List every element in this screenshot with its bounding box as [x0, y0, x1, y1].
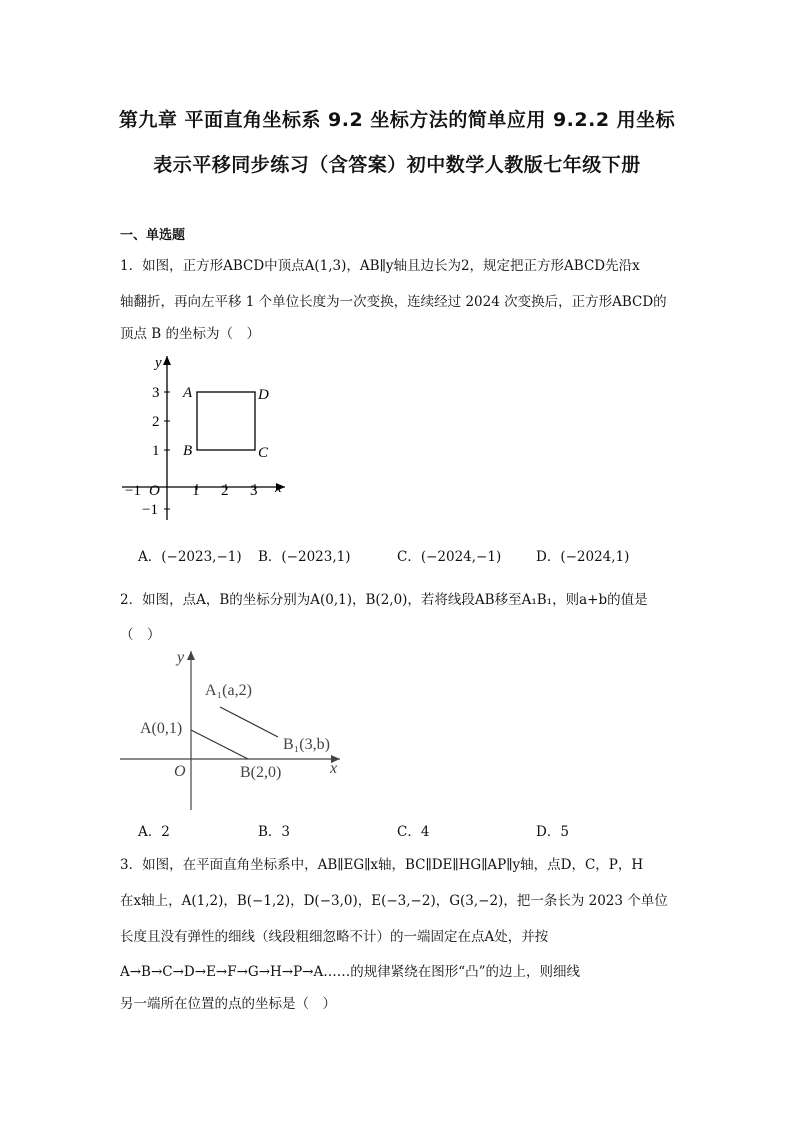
q2-option-c[interactable]: C．4	[397, 824, 430, 840]
q3-text-line2: 在x轴上，A(1,2)，B(−1,2)，D(−3,0)，E(−3,−2)，G(3,−2)，把一条长为 2023 个单位	[120, 893, 668, 909]
q1-text-line3: 顶点 B 的坐标为（ ）	[120, 326, 261, 342]
x-tick-label: 3	[250, 483, 258, 499]
document-title-line2: 表示平移同步练习（含答案）初中数学人教版七年级下册	[153, 154, 641, 176]
point-label-b: B	[183, 443, 193, 459]
q2-option-a[interactable]: A．2	[138, 824, 170, 840]
x-tick-label: −1	[125, 483, 141, 499]
point-label-a1: A₁(a,2)	[205, 682, 252, 699]
q3-text-line1: 3．如图，在平面直角坐标系中，AB∥EG∥x轴，BC∥DE∥HG∥AP∥y轴，点D，C，P，H	[120, 857, 644, 873]
q3-text-line5: 另一端所在位置的点的坐标是（ ）	[120, 996, 336, 1012]
origin-label: O	[174, 763, 186, 780]
q1-option-b[interactable]: B．(−2023,1)	[258, 549, 351, 565]
q2-option-d[interactable]: D．5	[536, 824, 569, 840]
x-tick-label: 2	[221, 483, 229, 499]
point-label-d: D	[258, 387, 269, 403]
q3-text-line3: 长度且没有弹性的细线（线段粗细忽略不计）的一端固定在点A处，并按	[120, 929, 549, 945]
y-tick-label: −1	[142, 502, 158, 518]
y-tick-label: 3	[152, 385, 160, 401]
point-label-a: A(0,1)	[140, 720, 183, 737]
q2-text-line2: （ ）	[120, 627, 161, 643]
origin-label: O	[149, 483, 160, 499]
section-heading: 一、单选题	[120, 228, 186, 243]
q1-text-line2: 轴翻折，再向左平移 1 个单位长度为一次变换，连续经过 2024 次变换后，正方形ABCD的	[120, 294, 667, 310]
q1-option-d[interactable]: D．(−2024,1)	[536, 549, 630, 565]
y-tick-label: 2	[152, 414, 160, 430]
point-label-b1: B₁(3,b)	[283, 736, 330, 753]
q2-coordinate-figure	[115, 645, 355, 815]
y-tick-label: 1	[152, 443, 160, 459]
x-axis-label: x	[275, 480, 282, 496]
q2-text-line1: 2．如图，点A，B的坐标分别为A(0,1)，B(2,0)，若将线段AB移至A₁B₁，则a+b的值是	[120, 592, 648, 608]
q2-option-b[interactable]: B．3	[258, 824, 291, 840]
document-title-line1: 第九章 平面直角坐标系 9.2 坐标方法的简单应用 9.2.2 用坐标	[118, 109, 676, 131]
q1-text-line1: 1．如图，正方形ABCD中顶点A(1,3)，AB∥y轴且边长为2，规定把正方形ABCD先沿x	[120, 258, 640, 274]
y-axis-label: y	[177, 649, 185, 666]
q1-option-c[interactable]: C．(−2024,−1)	[397, 549, 502, 565]
point-label-c: C	[258, 445, 269, 461]
square-abcd	[197, 392, 255, 450]
point-label-a: A	[183, 385, 193, 401]
q1-option-a[interactable]: A．(−2023,−1)	[138, 549, 242, 565]
segment-ab	[191, 730, 248, 759]
point-label-b: B(2,0)	[240, 764, 282, 781]
x-tick-label: 1	[192, 483, 200, 499]
y-axis-label: y	[155, 355, 162, 371]
q1-coordinate-figure	[115, 350, 295, 530]
segment-a1b1	[220, 707, 278, 737]
x-axis-label: x	[330, 760, 338, 777]
q3-text-line4: A→B→C→D→E→F→G→H→P→A……的规律紧绕在图形“凸”的边上，则细线	[120, 964, 581, 980]
